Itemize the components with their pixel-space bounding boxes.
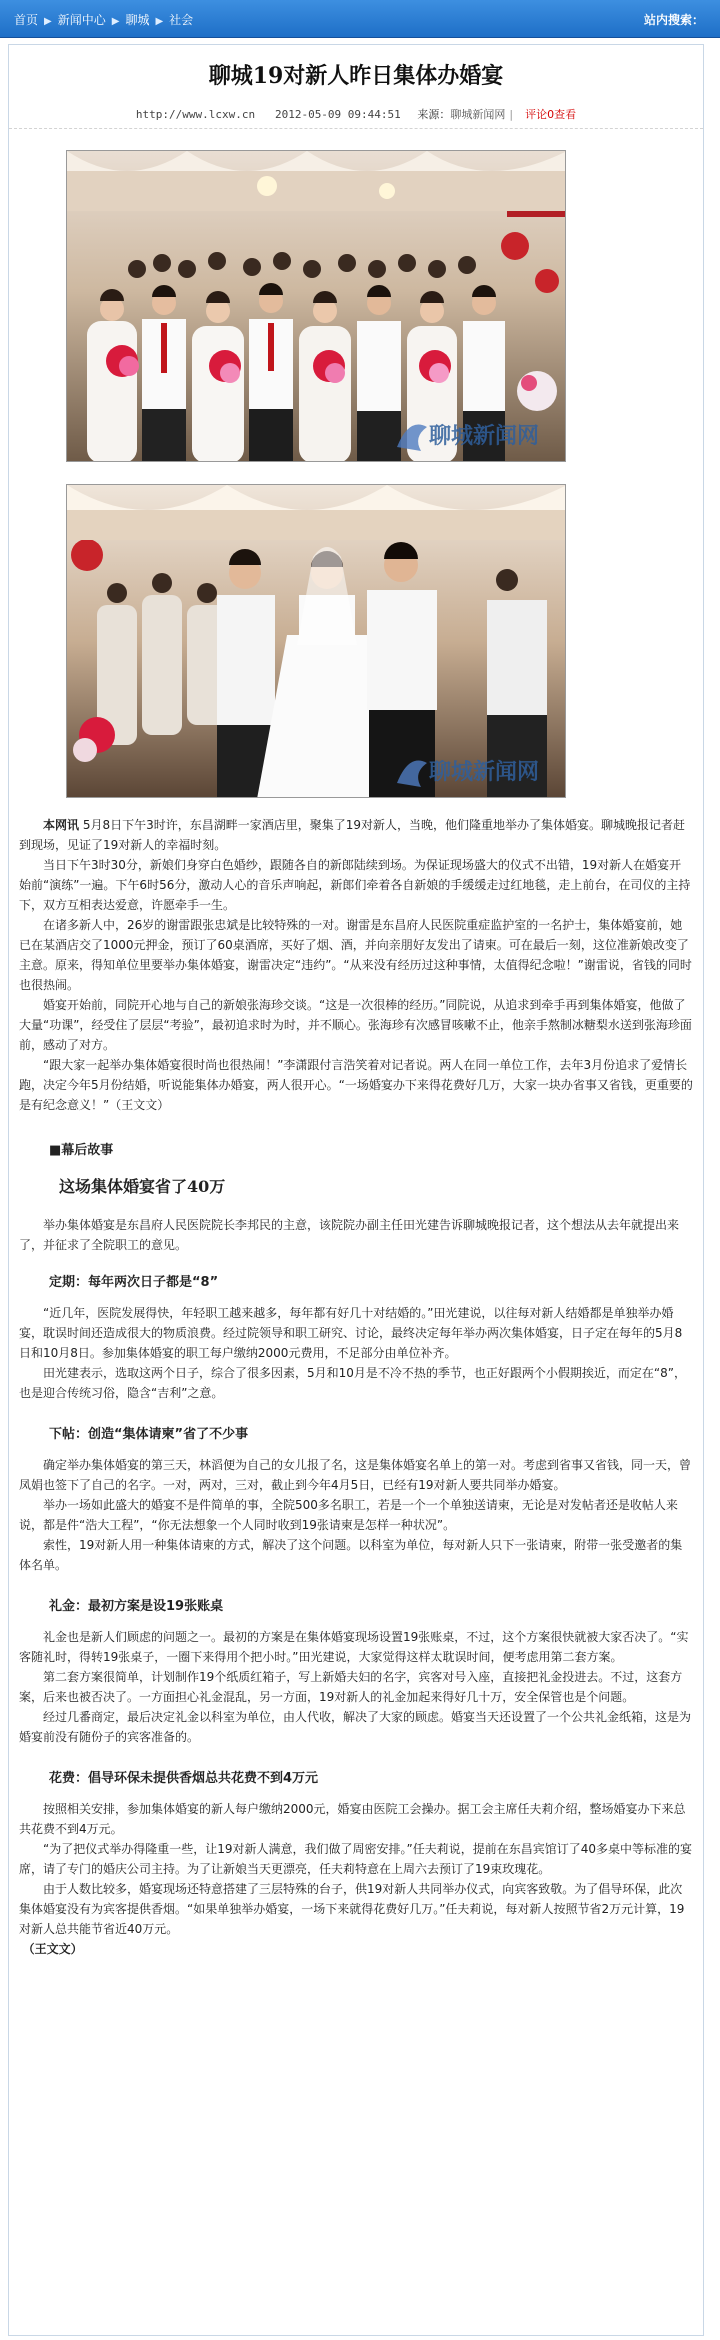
section-paragraph: 确定举办集体婚宴的第三天，林滔便为自己的女儿报了名，这是集体婚宴名单上的第一对。考虑到省事又省钱，同一天，曾凤娟也签下了自己的名字。一对，两对，三对，截止到今年4月5日，已经有19对新人要共同举办婚宴。 — [19, 1458, 692, 1492]
photo-watermark: 聊城新闻网 — [429, 759, 540, 785]
article-datetime: 2012-05-09 09:44:51 — [274, 108, 401, 121]
section-paragraph: 举办一场如此盛大的婚宴不是件简单的事，全院500多名职工，若是一个一个单独送请柬，无论是对发帖者还是收帖人来说，都是件“浩大工程”，“你无法想象一个人同时收到19张请柬是怎样一种状况”。 — [19, 1498, 678, 1532]
section-paragraph: 礼金也是新人们顾虑的问题之一。最初的方案是在集体婚宴现场设置19张账桌，不过，这个方案很快就被大家否决了。“实客随礼时，得转19张桌子，一圈下来得用个把小时。”田光建说，大家觉得这样太耽误时间，便考虑用第二套方案。 — [19, 1630, 689, 1664]
article-container — [8, 44, 704, 2336]
section-heading: 礼金：最初方案是设19张账桌 — [49, 1599, 224, 1614]
wedding-group-photo — [66, 150, 566, 462]
meta-divider: | — [509, 108, 514, 121]
article-source: 聊城新闻网 — [450, 108, 506, 121]
article-title: 聊城19对新人昨日集体办婚宴 — [208, 63, 504, 89]
breadcrumb-society-link[interactable]: 社会 — [169, 13, 194, 27]
breadcrumb-separator-icon: ▶ — [44, 16, 52, 27]
article-author: （王文文） — [22, 1942, 83, 1956]
section-paragraph: 由于人数比较多，婚宴现场还特意搭建了三层特殊的台子，供19对新人共同举办仪式，向宾客致敬。为了倡导环保，此次集体婚宴没有为宾客提供香烟。“如果单独举办婚宴，一场下来就得花费好几万。”任夫莉说，每对新人按照节省2万元计算，19对新人总共能节省近40万元。 — [19, 1882, 685, 1936]
section-paragraph: 经过几番商定，最后决定礼金以科室为单位，由人代收，解决了大家的顾虑。婚宴当天还设置了一个公共礼金纸箱，这是为婚宴前没有随份子的宾客准备的。 — [19, 1710, 692, 1744]
story-heading: ■幕后故事 — [49, 1143, 114, 1158]
breadcrumb-liaocheng-link[interactable]: 聊城 — [125, 13, 150, 27]
photo-watermark: 聊城新闻网 — [429, 423, 540, 449]
section-heading: 下帖：创造“集体请柬”省了不少事 — [49, 1427, 249, 1442]
story-intro: 举办集体婚宴是东昌府人民医院院长李邦民的主意，该院院办副主任田光建告诉聊城晚报记者，这个想法从去年就提出来了，并征求了全院职工的意见。 — [19, 1218, 680, 1252]
story-subtitle: 这场集体婚宴省了40万 — [59, 1177, 226, 1196]
section-paragraph: “为了把仪式举办得隆重一些，让19对新人满意，我们做了周密安排。”任夫莉说，提前在东昌宾馆订了40多桌中等标准的宴席，请了专门的婚庆公司主持。为了让新娘当天更漂亮，任夫莉特意在上周六去预订了19束玫瑰花。 — [19, 1842, 692, 1876]
lead-label: 本网讯 — [43, 818, 80, 832]
section-paragraph: 索性，19对新人用一种集体请柬的方式，解决了这个问题。以科室为单位，每对新人只下一张请柬，附带一张受邀者的集体名单。 — [19, 1538, 683, 1572]
article-paragraph: 婚宴开始前，同院开心地与自己的新娘张海珍交谈。“这是一次很棒的经历。”同院说，从追求到牵手再到集体婚宴，他做了大量“功课”，经受住了层层“考验”，最初追求时为时，并不顺心。张海珍有次感冒咳嗽不止，他亲手熬制冰糖梨水送到张海珍面前，感动了对方。 — [19, 998, 692, 1052]
section-paragraph: 田光建表示，选取这两个日子，综合了很多因素，5月和10月是不冷不热的季节，也正好跟两个小假期挨近，而定在“8”，也是迎合传统习俗，隐含“吉利”之意。 — [19, 1366, 686, 1400]
comment-link[interactable]: 评论0查看 — [525, 108, 577, 121]
section-paragraph: 第二套方案很简单，计划制作19个纸质红箱子，写上新婚夫妇的名字，宾客对号入座，直接把礼金投进去。不过，这套方案，后来也被否决了。一方面担心礼金混乱，另一方面，19对新人的礼金加起来得好几十万，安全保管也是个问题。 — [19, 1670, 683, 1704]
article-paragraph: 在诸多新人中，26岁的谢雷跟张忠斌是比较特殊的一对。谢雷是东昌府人民医院重症监护室的一名护士，集体婚宴前，她已在某酒店交了1000元押金，预订了60桌酒席，买好了烟、酒，并向亲朋好友发出了请柬。可在最后一刻，这位准新娘改变了主意。原来，得知单位里要举办集体婚宴，谢雷决定“违约”。“从来没有经历过这种事情，太值得纪念啦！”谢雷说，省钱的同时也很热闹。 — [19, 918, 692, 992]
breadcrumb — [14, 11, 193, 28]
article-paragraph: 本网讯 5月8日下午3时许，东昌湖畔一家酒店里，聚集了19对新人，当晚，他们隆重地举办了集体婚宴。聊城晚报记者赶到现场，见证了19对新人的幸福时刻。 — [19, 818, 686, 852]
ring-exchange-photo — [66, 484, 566, 798]
article-paragraph: 当日下午3时30分，新娘们身穿白色婚纱，跟随各自的新郎陆续到场。为保证现场盛大的仪式不出错，19对新人在婚宴开始前“演练”一遍。下午6时56分，激动人心的音乐声响起，新郎们牵着各自新娘的手缓缓走过红地毯，走上前台，在司仪的主持下，双方互相表达爱意，许愿牵手一生。 — [19, 858, 691, 912]
section-heading: 定期：每年两次日子都是“8” — [49, 1275, 219, 1290]
top-navigation-bar — [0, 0, 720, 38]
article-body — [19, 815, 693, 1959]
section-heading: 花费：倡导环保未提供香烟总共花费不到4万元 — [49, 1771, 319, 1786]
article-meta — [9, 101, 703, 129]
source-label: 来源： — [417, 108, 451, 121]
article-url: http://www.lcxw.cn — [135, 108, 256, 121]
section-paragraph: “近几年，医院发展得快，年轻职工越来越多，每年都有好几十对结婚的。”田光建说，以往每对新人结婚都是单独举办婚宴，耽误时间还造成很大的物质浪费。经过院领导和职工研究、讨论，最终决定每年举办两次集体婚宴，日子定在每年的5月8日和10月8日。参加集体婚宴的职工每户缴纳2000元费用，不足部分由单位补齐。 — [19, 1306, 683, 1360]
breadcrumb-separator-icon: ▶ — [111, 16, 120, 27]
article-paragraph: “跟大家一起举办集体婚宴很时尚也很热闹！”李潇跟付言浩笑着对记者说。两人在同一单位工作，去年3月份追求了爱情长跑，决定今年5月份结婚，听说能集体办婚宴，两人很开心。“一场婚宴办下来得花费好几万，大家一块办省事又省钱，更重要的是有纪念意义！”（王文文） — [19, 1058, 693, 1112]
section-paragraph: 按照相关安排，参加集体婚宴的新人每户缴纳2000元，婚宴由医院工会操办。据工会主席任夫莉介绍，整场婚宴办下来总共花费不到4万元。 — [19, 1802, 686, 1836]
breadcrumb-news-center-link[interactable]: 新闻中心 — [57, 13, 106, 27]
site-search-label: 站内搜索： — [643, 13, 704, 27]
breadcrumb-home-link[interactable]: 首页 — [14, 13, 39, 27]
breadcrumb-separator-icon: ▶ — [155, 16, 164, 27]
